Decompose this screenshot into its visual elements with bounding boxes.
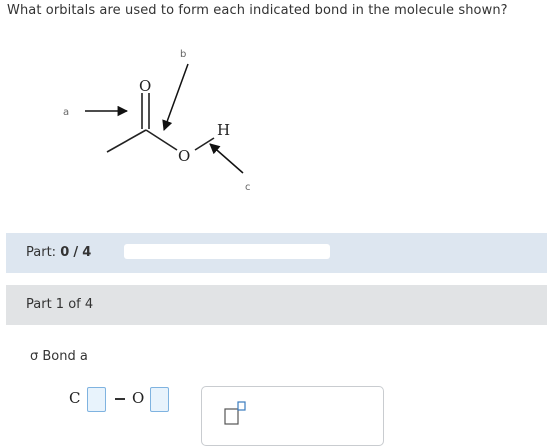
arrow-b-icon [164, 64, 188, 130]
progress-track [124, 244, 330, 259]
bond-dash [115, 398, 125, 400]
atom-o-ester: O [178, 147, 191, 165]
atom-o-top: O [139, 77, 152, 95]
atom-h: H [217, 121, 231, 139]
arrow-c-icon [210, 144, 243, 173]
part-header [6, 285, 547, 325]
bond-atom-right: O [132, 389, 145, 407]
progress-current: 0 [60, 245, 70, 260]
progress-total: 4 [82, 245, 92, 260]
bond-methyl-carbonyl [107, 130, 146, 152]
bond-label-c: c [245, 182, 251, 193]
superscript-box-icon[interactable] [224, 401, 246, 425]
progress-label: Part: 0 / 4 [26, 245, 92, 260]
orbital-input-carbon[interactable] [87, 387, 106, 412]
bond-carbonyl-ester-o [146, 130, 177, 150]
bond-o-h [195, 138, 214, 150]
progress-separator: / [73, 245, 79, 260]
part-progress-bar [6, 233, 547, 273]
orbital-input-oxygen[interactable] [150, 387, 169, 412]
part-header-title: Part 1 of 4 [26, 297, 94, 312]
question-text: What orbitals are used to form each indicated bond in the molecule shown? [7, 3, 508, 18]
bond-label-a: a [63, 107, 70, 118]
answer-toolbox [201, 386, 384, 446]
bond-atom-left: C [69, 389, 81, 407]
bond-label-b: b [180, 49, 187, 60]
sigma-bond-label: σ Bond a [30, 349, 88, 364]
